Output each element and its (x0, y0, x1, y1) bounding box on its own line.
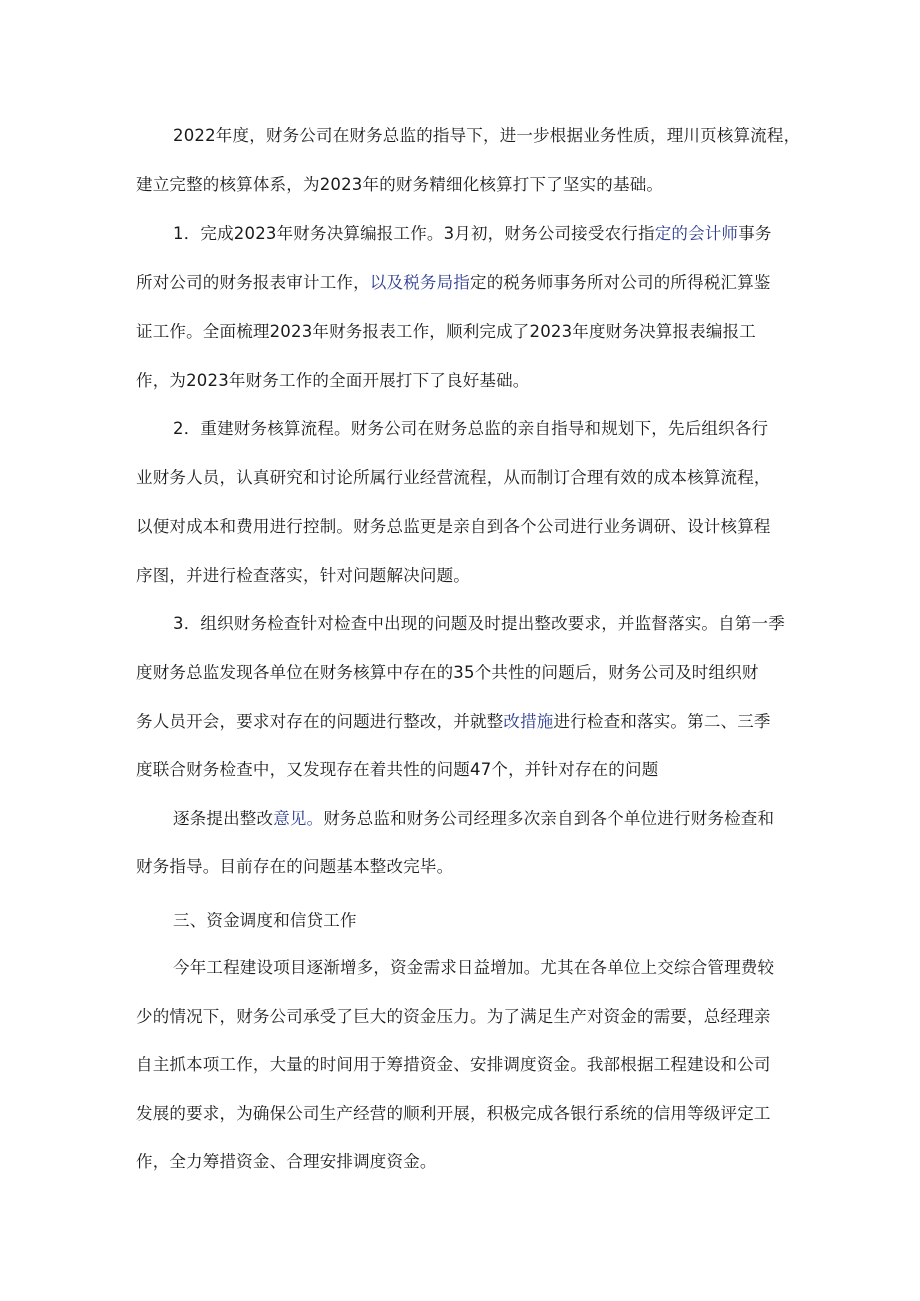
item3-text: 财务总监和财务公司经理多次亲自到各个单位进行财务检查和 (323, 809, 775, 828)
item1-text: 事务 (738, 224, 772, 243)
item1-line-3: 证工作。全面梳理2023年财务报表工作，顺利完成了2023年度财务决算报表编报工 (136, 322, 756, 341)
item2-line-2: 业财务人员，认真研究和讨论所属行业经营流程，从而制订合理有效的成本核算流程， (136, 468, 771, 487)
item1-line-2 (136, 273, 771, 293)
item3-text: 进行检查和落实。第二、三季 (553, 712, 771, 731)
item1-line-4: 作，为2023年财务工作的全面开展打下了良好基础。 (136, 371, 530, 390)
item1-link-tax-bureau[interactable]: 以及税务局指 (369, 273, 471, 292)
item3-line-4: 度联合财务检查中，又发现存在着共性的问题47个，并针对存在的问题 (136, 760, 659, 779)
item3-line-6: 财务指导。目前存在的问题基本整改完毕。 (136, 857, 454, 876)
item2-line-1: 2．重建财务核算流程。财务公司在财务总监的亲自指导和规划下，先后组织各行 (173, 419, 769, 438)
item1-text: 1．完成2023年财务决算编报工作。3月初，财务公司接受农行指 (173, 224, 655, 243)
item3-link-opinion[interactable]: 意见。 (273, 809, 324, 828)
item2-line-4: 序图，并进行检查落实，针对问题解决问题。 (136, 566, 470, 585)
item3-link-measures[interactable]: 改措施 (503, 712, 554, 731)
section3-line-4: 发展的要求，为确保公司生产经营的顺利开展，积极完成各银行系统的信用等级评定工 (136, 1104, 771, 1123)
item1-text: 定的税务师事务所对公司的所得税汇算鉴 (470, 273, 771, 292)
item3-line-1: 3．组织财务检查针对检查中出现的问题及时提出整改要求，并监督落实。自第一季 (173, 614, 785, 633)
item3-text: 逐条提出整改 (173, 809, 274, 828)
section3-line-5: 作，全力筹措资金、合理安排调度资金。 (136, 1152, 437, 1171)
item1-line-1 (173, 224, 772, 244)
section3-line-3: 自主抓本项工作，大量的时间用于筹措资金、安排调度资金。我部根据工程建设和公司 (136, 1055, 771, 1074)
item3-text: 务人员开会，要求对存在的问题进行整改，并就整 (136, 712, 504, 731)
intro-line-1: 2022年度，财务公司在财务总监的指导下，进一步根据业务性质，理川页核算流程， (173, 126, 801, 145)
item2-line-3: 以便对成本和费用进行控制。财务总监更是亲自到各个公司进行业务调研、设计核算程 (136, 517, 771, 536)
intro-line-2: 建立完整的核算体系，为2023年的财务精细化核算打下了坚实的基础。 (136, 175, 664, 194)
item1-text: 所对公司的财务报表审计工作， (136, 273, 370, 292)
item3-line-5 (173, 809, 774, 829)
section-heading: 三、资金调度和信贷工作 (173, 911, 357, 930)
section3-line-2: 少的情况下，财务公司承受了巨大的资金压力。为了满足生产对资金的需要，总经理亲 (136, 1007, 771, 1026)
item3-line-2: 度财务总监发现各单位在财务核算中存在的35个共性的问题后，财务公司及时组织财 (136, 663, 759, 682)
section3-line-1: 今年工程建设项目逐渐增多，资金需求日益增加。尤其在各单位上交综合管理费较 (173, 958, 775, 977)
item3-line-3 (136, 712, 771, 732)
item1-link-accountant[interactable]: 定的会计师 (654, 224, 739, 243)
